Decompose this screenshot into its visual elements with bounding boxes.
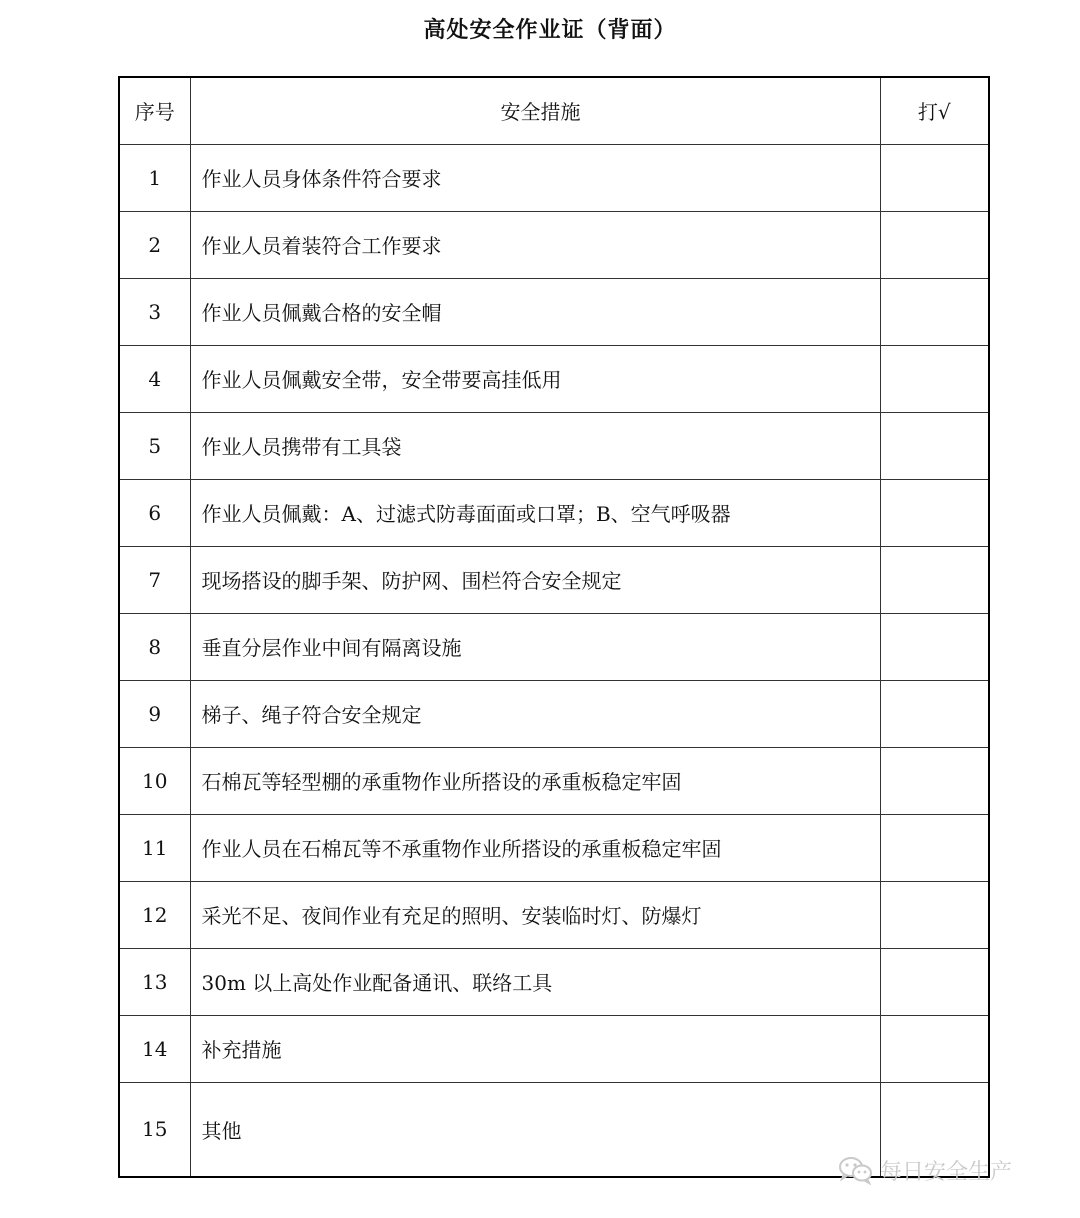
row-seq: 4 — [119, 345, 190, 412]
row-measure: 采光不足、夜间作业有充足的照明、安装临时灯、防爆灯 — [190, 881, 880, 948]
row-seq: 8 — [119, 613, 190, 680]
table-row — [119, 814, 989, 881]
row-measure: 作业人员在石棉瓦等不承重物作业所搭设的承重板稳定牢固 — [190, 814, 880, 881]
row-seq: 10 — [119, 747, 190, 814]
table-row — [119, 345, 989, 412]
row-seq: 1 — [119, 144, 190, 211]
row-check-cell[interactable] — [880, 211, 989, 278]
watermark-text: 每日安全生产 — [880, 1159, 1013, 1185]
row-check-cell[interactable] — [880, 345, 989, 412]
row-measure: 垂直分层作业中间有隔离设施 — [190, 613, 880, 680]
table-row — [119, 613, 989, 680]
table-row — [119, 546, 989, 613]
row-seq: 12 — [119, 881, 190, 948]
header-measure: 安全措施 — [190, 77, 880, 144]
row-measure: 其他 — [190, 1082, 880, 1177]
row-check-cell[interactable] — [880, 546, 989, 613]
row-measure: 作业人员佩戴合格的安全帽 — [190, 278, 880, 345]
table-row — [119, 881, 989, 948]
row-check-cell[interactable] — [880, 278, 989, 345]
row-check-cell[interactable] — [880, 479, 989, 546]
row-seq: 2 — [119, 211, 190, 278]
row-measure: 梯子、绳子符合安全规定 — [190, 680, 880, 747]
row-check-cell[interactable] — [880, 948, 989, 1015]
table-row — [119, 412, 989, 479]
row-measure: 现场搭设的脚手架、防护网、围栏符合安全规定 — [190, 546, 880, 613]
table-row — [119, 680, 989, 747]
row-measure: 补充措施 — [190, 1015, 880, 1082]
wechat-icon — [838, 1155, 874, 1185]
row-seq: 3 — [119, 278, 190, 345]
row-seq: 14 — [119, 1015, 190, 1082]
row-seq: 11 — [119, 814, 190, 881]
row-seq: 13 — [119, 948, 190, 1015]
watermark — [838, 1150, 1012, 1190]
row-check-cell[interactable] — [880, 1015, 989, 1082]
row-check-cell[interactable] — [880, 747, 989, 814]
row-measure: 作业人员携带有工具袋 — [190, 412, 880, 479]
table-row — [119, 479, 989, 546]
row-check-cell[interactable] — [880, 814, 989, 881]
table-row — [119, 1015, 989, 1082]
row-check-cell[interactable] — [880, 881, 989, 948]
row-seq: 9 — [119, 680, 190, 747]
row-measure: 作业人员佩戴：A、过滤式防毒面面或口罩；B、空气呼吸器 — [190, 479, 880, 546]
row-seq: 15 — [119, 1082, 190, 1177]
header-seq: 序号 — [119, 77, 190, 144]
row-measure: 作业人员着装符合工作要求 — [190, 211, 880, 278]
row-seq: 5 — [119, 412, 190, 479]
row-measure: 30m 以上高处作业配备通讯、联络工具 — [190, 948, 880, 1015]
row-seq: 7 — [119, 546, 190, 613]
row-check-cell[interactable] — [880, 613, 989, 680]
table-header-row — [119, 77, 989, 144]
header-check: 打√ — [880, 77, 989, 144]
row-check-cell[interactable] — [880, 412, 989, 479]
row-measure: 作业人员佩戴安全带，安全带要高挂低用 — [190, 345, 880, 412]
page-title: 高处安全作业证（背面） — [423, 17, 677, 43]
table-row — [119, 747, 989, 814]
row-check-cell[interactable] — [880, 144, 989, 211]
row-seq: 6 — [119, 479, 190, 546]
row-measure: 作业人员身体条件符合要求 — [190, 144, 880, 211]
table-row — [119, 948, 989, 1015]
table-row — [119, 144, 989, 211]
table-row — [119, 278, 989, 345]
row-measure: 石棉瓦等轻型棚的承重物作业所搭设的承重板稳定牢固 — [190, 747, 880, 814]
row-check-cell[interactable] — [880, 680, 989, 747]
safety-measures-table — [118, 76, 990, 1178]
table-row — [119, 211, 989, 278]
